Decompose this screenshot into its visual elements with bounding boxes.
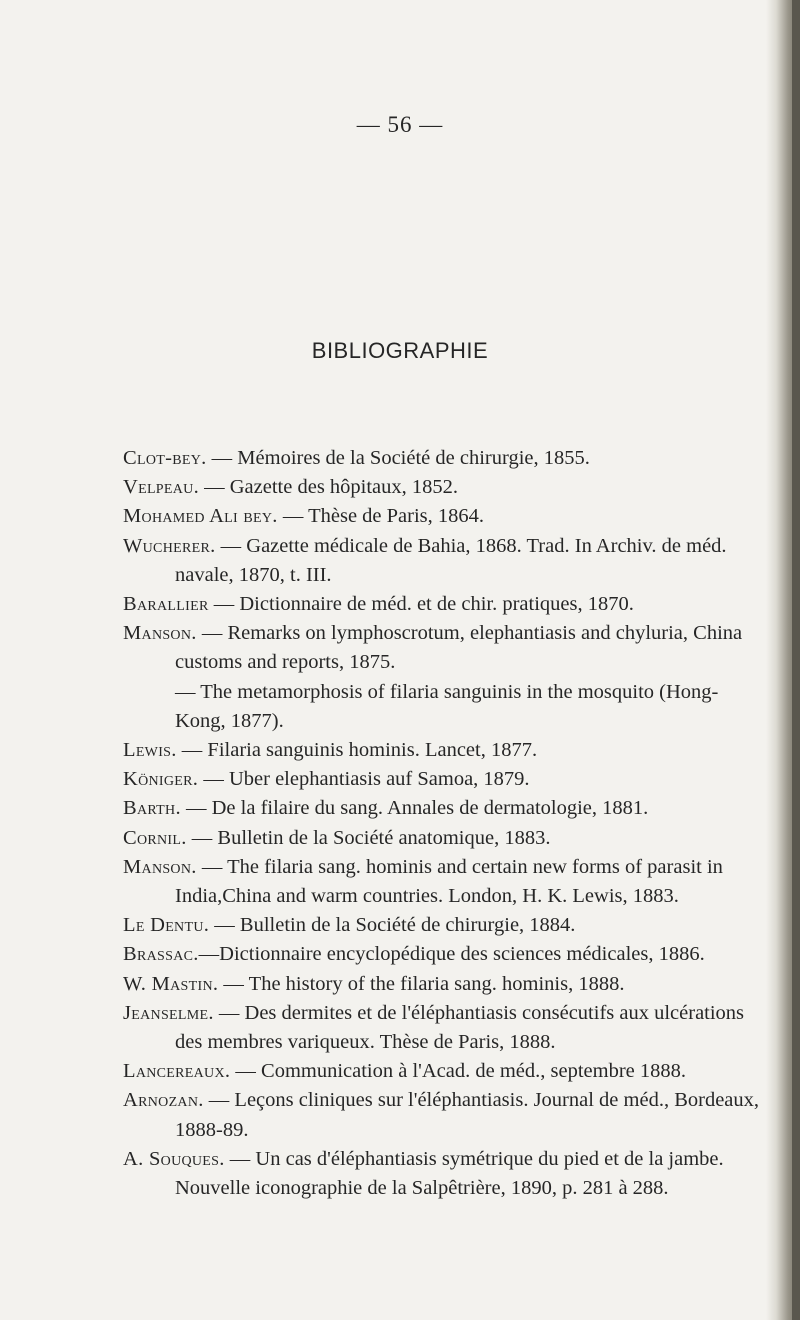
bibliography-entry: [123, 473, 763, 502]
entry-text: — Gazette des hôpitaux, 1852.: [199, 476, 459, 499]
bibliography-entry: [123, 765, 763, 794]
page-number: — 56 —: [356, 112, 444, 137]
entry-text: — Mémoires de la Société de chirurgie, 1855.: [206, 447, 590, 469]
entry-text: — Un cas d'éléphantiasis symétrique du pied et de la jambe. Nouvelle iconographie de la Salpêtrière, 1890, p. 281 à 288.: [175, 1147, 724, 1200]
entry-text: — Communication à l'Acad. de méd., septembre 1888.: [230, 1060, 687, 1083]
bibliography-entry: [123, 794, 763, 823]
bibliography-entry: [123, 619, 763, 677]
entry-author: Manson.: [123, 622, 197, 645]
bibliography-entry: [123, 940, 763, 969]
entry-author: Le Dentu.: [123, 914, 210, 937]
bibliography-entry: [123, 444, 763, 473]
entry-author: Clot-bey.: [123, 447, 207, 469]
bibliography-entry: [123, 590, 763, 619]
entry-text: — Filaria sanguinis hominis. Lancet, 1877.: [176, 739, 538, 762]
bibliography-entry: [123, 1086, 763, 1144]
bibliography-entry: [123, 999, 763, 1057]
page-title: BIBLIOGRAPHIE: [311, 338, 489, 363]
bibliography-entry: [123, 1145, 763, 1203]
entry-text: — The filaria sang. hominis and certain new forms of parasit in India,China and warm countries. London, H. K. Lewis, 1883.: [175, 855, 723, 908]
bibliography-entry: [123, 853, 763, 911]
entry-text: — Thèse de Paris, 1864.: [277, 505, 485, 528]
entry-text: — Des dermites et de l'éléphantiasis consécutifs aux ulcérations des membres variqueux. Thèse de Paris, 1888.: [175, 1001, 745, 1054]
entry-text: —Dictionnaire encyclopédique des sciences médicales, 1886.: [198, 943, 705, 966]
entry-text: — Remarks on lymphoscrotum, elephantiasis and chyluria, China customs and reports, 1875.: [175, 622, 743, 674]
page-binding-edge: [792, 0, 800, 1320]
bibliography-entry: [123, 502, 763, 531]
entry-author: Barth.: [123, 797, 181, 820]
bibliography-entry: [123, 1057, 763, 1086]
entry-author: Wucherer.: [123, 534, 216, 557]
entry-author: Cornil.: [123, 826, 187, 849]
entry-author: Lewis.: [123, 739, 177, 762]
entry-author: Manson.: [123, 855, 197, 878]
entry-author: Barallier: [123, 593, 209, 616]
entry-text: — Gazette médicale de Bahia, 1868. Trad. In Archiv. de méd. navale, 1870, t. III.: [175, 534, 727, 586]
entry-text: — Uber elephantiasis auf Samoa, 1879.: [198, 768, 530, 791]
entry-author: Velpeau.: [123, 476, 199, 499]
entry-text: — De la filaire du sang. Annales de dermatologie, 1881.: [180, 797, 649, 820]
bibliography-entry: [123, 678, 763, 736]
bibliography-entry: [123, 736, 763, 765]
entry-author: A. Souques.: [123, 1147, 225, 1170]
entry-text: — The history of the filaria sang. hominis, 1888.: [218, 972, 625, 995]
entry-author: W. Mastin.: [123, 972, 219, 995]
entry-author: Arnozan.: [123, 1089, 204, 1112]
bibliography-entry: [123, 911, 763, 940]
entry-author: Brassac.: [123, 943, 199, 966]
entry-text: — The metamorphosis of filaria sanguinis in the mosquito (Hong-Kong, 1877).: [175, 680, 719, 732]
entry-author: Mohamed Ali bey.: [123, 505, 278, 528]
entry-author: Lancereaux.: [123, 1060, 231, 1083]
entry-text: — Dictionnaire de méd. et de chir. pratiques, 1870.: [208, 593, 634, 616]
entry-text: — Bulletin de la Société anatomique, 1883.: [186, 826, 551, 849]
bibliography-entry: [123, 532, 763, 590]
entry-text: — Leçons cliniques sur l'éléphantiasis. Journal de méd., Bordeaux, 1888-89.: [175, 1089, 760, 1141]
entry-author: Königer.: [123, 768, 199, 791]
bibliography-entry: [123, 824, 763, 853]
bibliography-list: [123, 444, 763, 1203]
bibliography-entry: [123, 970, 763, 999]
entry-author: Jeanselme.: [123, 1001, 214, 1024]
entry-text: — Bulletin de la Société de chirurgie, 1884.: [209, 914, 576, 937]
